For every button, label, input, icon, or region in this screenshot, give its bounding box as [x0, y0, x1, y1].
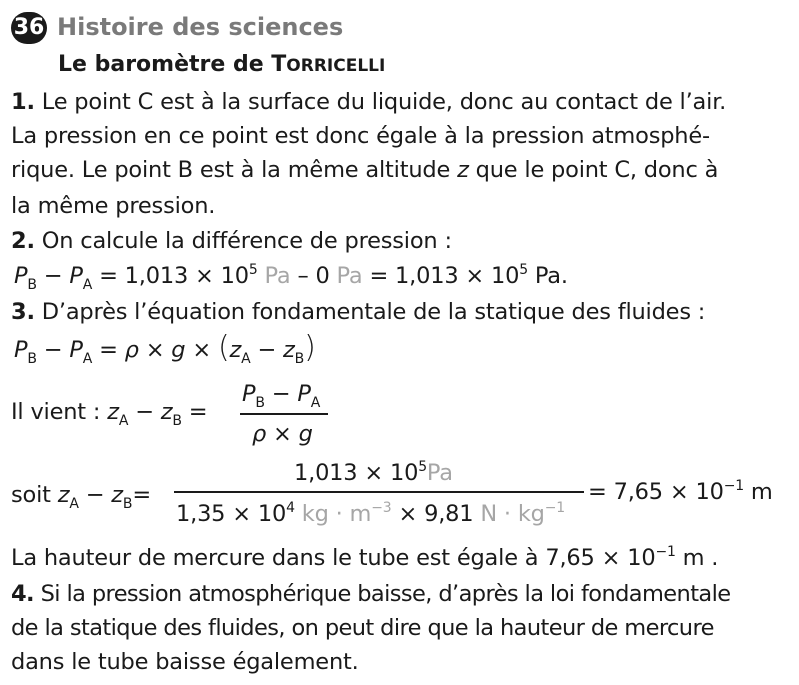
q4-line-3: dans le tube baisse également.: [11, 649, 359, 675]
fraction-1-denominator: ρ × g: [252, 421, 313, 447]
fraction-1-numerator: $P_B - P_A$: [242, 381, 321, 411]
q1-line-1: 1. Le point C est à la surface du liquide, donc au contact de l’air.: [11, 89, 727, 115]
exercise-number-badge: 36: [11, 12, 47, 44]
q3-line-1: 3. D’après l’équation fondamentale de la statique des fluides :: [11, 299, 706, 325]
section-title: Histoire des sciences: [57, 13, 344, 41]
q2-line-1: 2. On calcule la différence de pression :: [11, 228, 452, 254]
fraction-1-bar: [240, 413, 328, 415]
exercise-subtitle: Le baromètre de TORRICELLI: [58, 52, 386, 77]
q4-line-2: de la statique des fluides, on peut dire que la hauteur de mercure: [11, 615, 714, 641]
q1-line-2: La pression en ce point est donc égale à la pression atmosphé-: [11, 123, 710, 149]
fraction-2-numerator: $1,013 \times 10^5Pa$: [294, 459, 453, 486]
q4-line-1: 4. Si la pression atmosphérique baisse, d’après la loi fondamentale: [11, 581, 731, 607]
fraction-2-result: = $7,65 \times 10^{-1}$ m: [588, 478, 773, 505]
fraction-2-bar: [174, 491, 584, 493]
q1-line-3: rique. Le point B est à la même altitude z que le point C, donc à: [11, 157, 719, 183]
q1-line-4: la même pression.: [11, 193, 216, 219]
soit-label: soit $z_A - z_B=$: [11, 482, 151, 512]
q2-equation: $P_B - P_A = 1,013 \times 10^5$ Pa – 0 $Pa = 1,013 \times 10^5$ Pa.: [14, 262, 568, 293]
q3-equation-1: $P_B - P_A = \rho \times g \times (z_A - z_B)$: [14, 330, 316, 367]
q3-conclusion: La hauteur de mercure dans le tube est égale à $7,65 \times 10^{-1}$ m .: [11, 544, 719, 571]
fraction-2-denominator: $1,35 \times 10^4$ kg · $m^{-3} \times 9,81$ $N \cdot kg^{-1}$: [176, 500, 565, 527]
il-vient-label: Il vient : $z_A - z_B$ =: [11, 399, 208, 429]
